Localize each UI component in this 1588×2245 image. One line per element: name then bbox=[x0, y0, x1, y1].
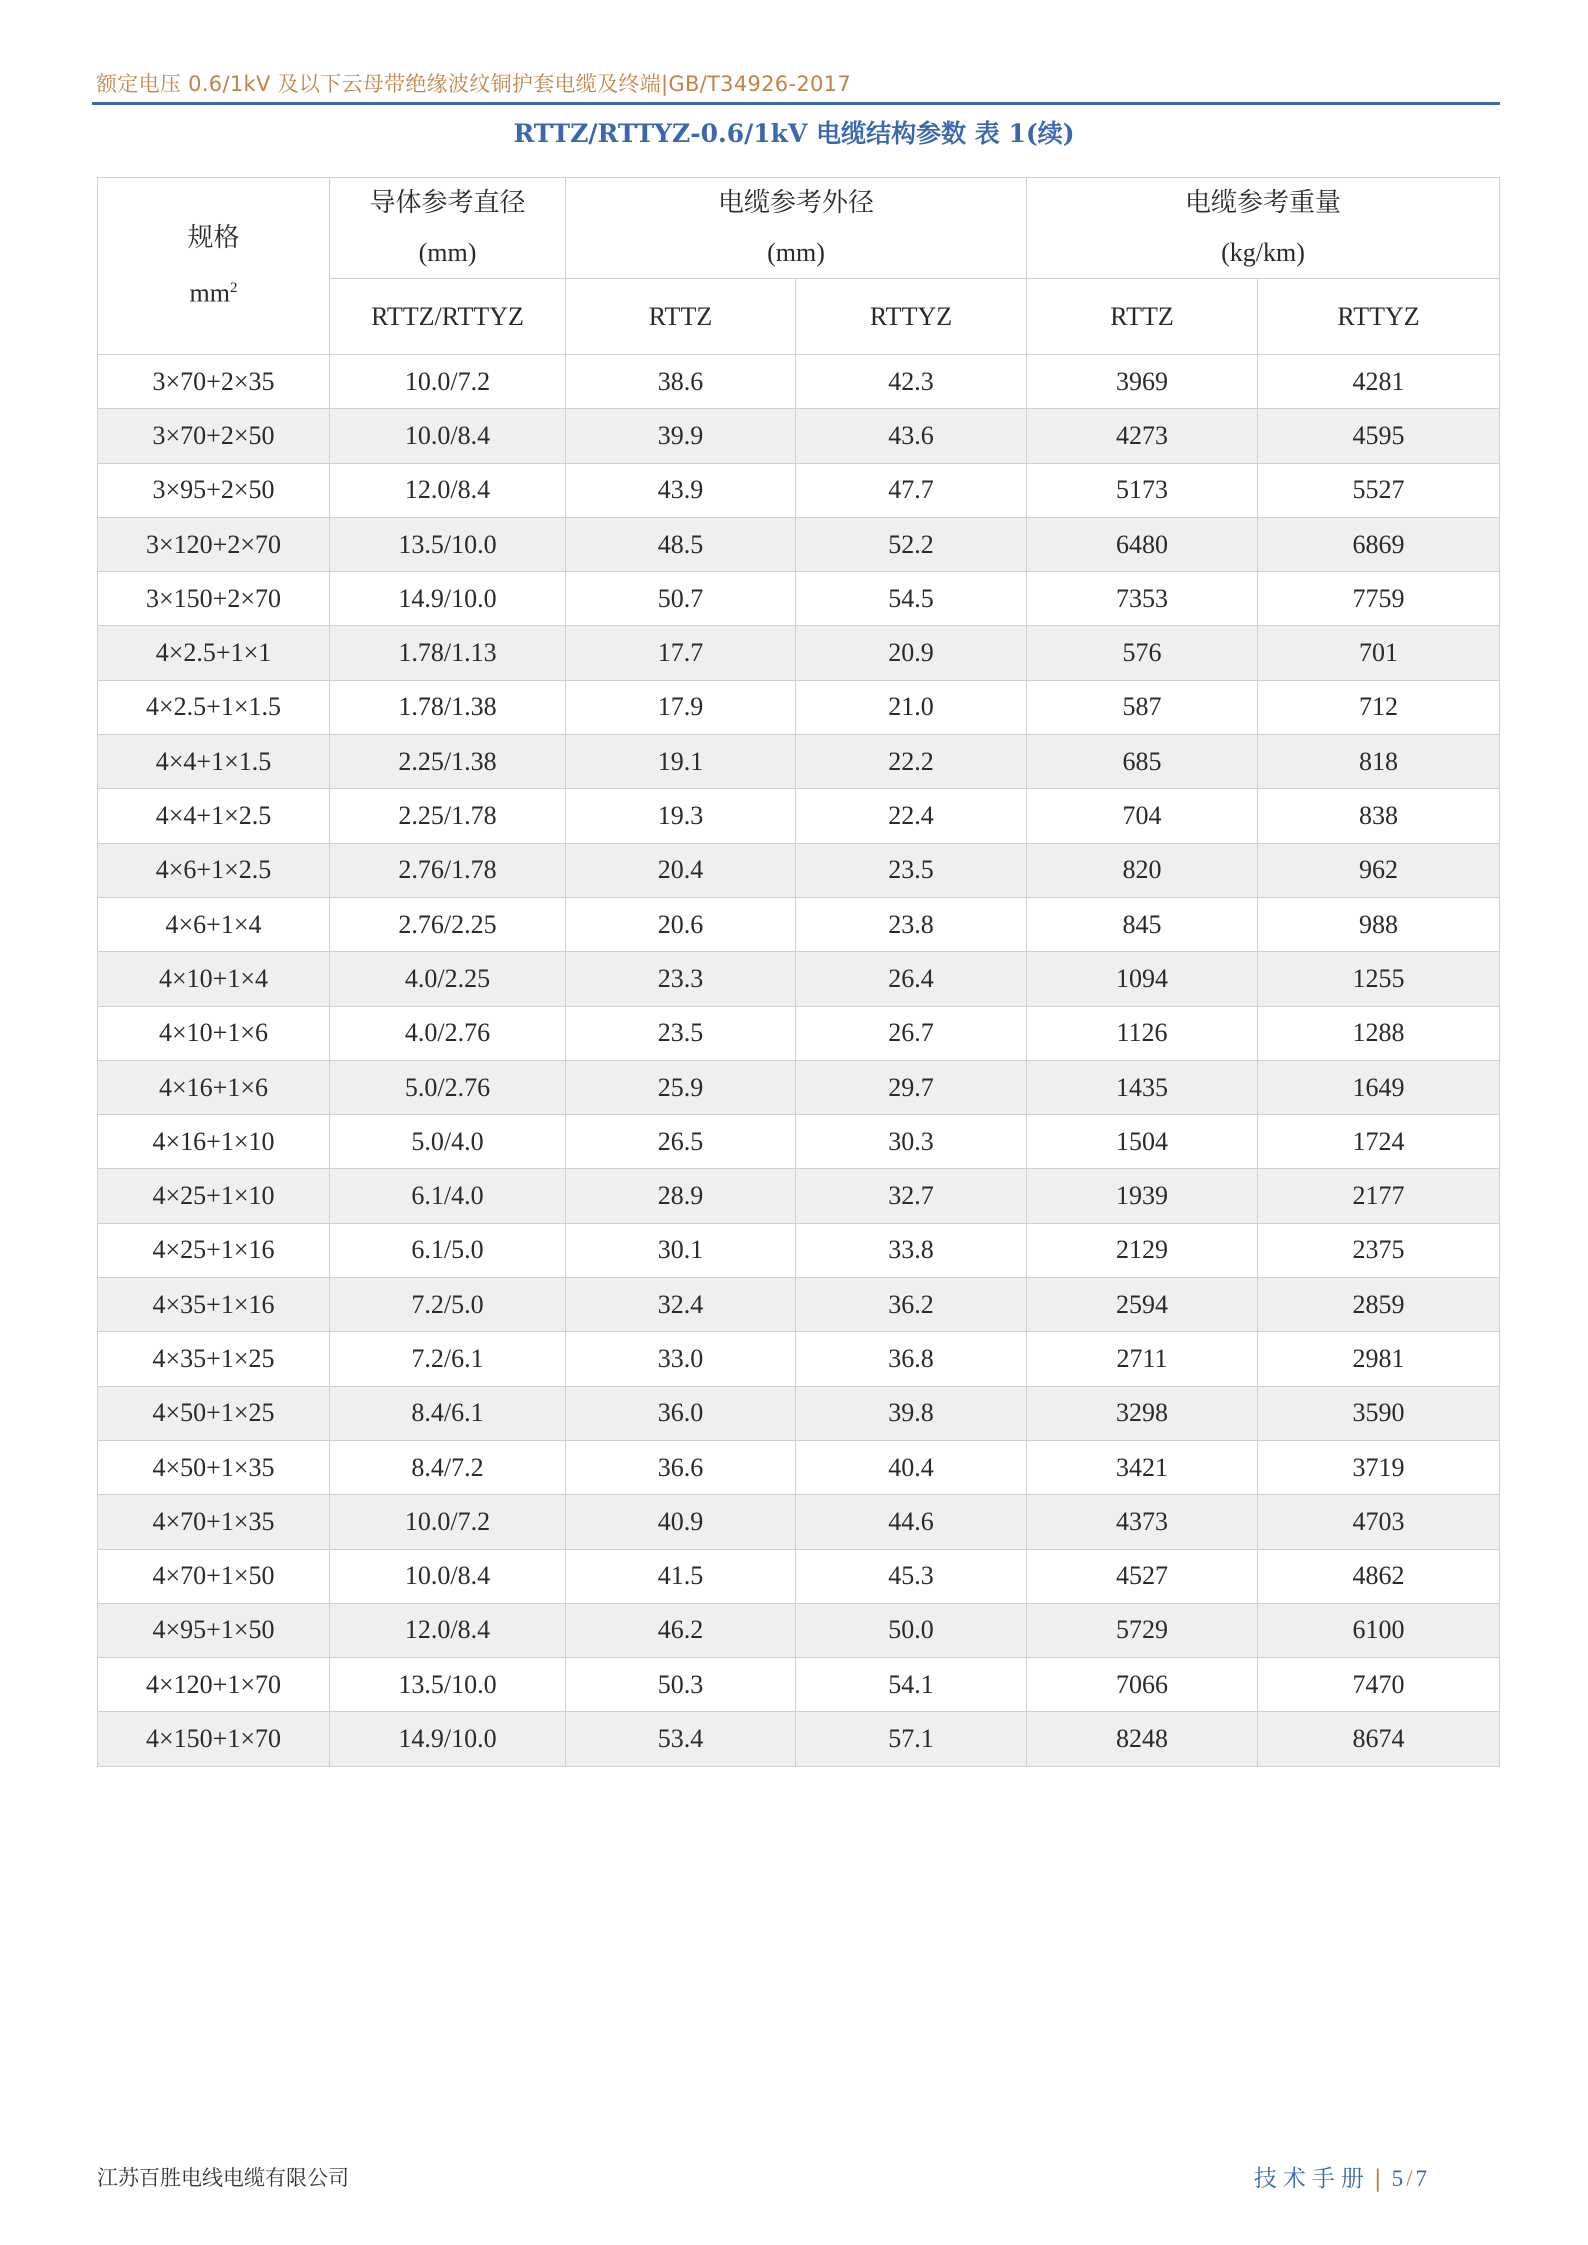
weight-rttz-subheader: RTTZ bbox=[1027, 279, 1258, 355]
cell-outer-rttz: 36.0 bbox=[566, 1386, 796, 1440]
table-row bbox=[98, 626, 1500, 680]
cell-conductor-diameter: 2.25/1.38 bbox=[330, 735, 566, 789]
header-row-top bbox=[98, 178, 1500, 279]
table-row bbox=[98, 680, 1500, 734]
cell-weight-rttyz: 6100 bbox=[1258, 1603, 1500, 1657]
table-row bbox=[98, 1278, 1500, 1332]
outer-diameter-label: 电缆参考外径 bbox=[718, 188, 875, 218]
cell-spec: 4×10+1×4 bbox=[98, 952, 330, 1006]
cell-conductor-diameter: 13.5/10.0 bbox=[330, 517, 566, 571]
cell-conductor-diameter: 10.0/8.4 bbox=[330, 409, 566, 463]
cell-outer-rttyz: 22.2 bbox=[796, 735, 1027, 789]
cell-spec: 4×50+1×25 bbox=[98, 1386, 330, 1440]
cell-weight-rttyz: 712 bbox=[1258, 680, 1500, 734]
cell-outer-rttz: 25.9 bbox=[566, 1060, 796, 1114]
cell-outer-rttyz: 43.6 bbox=[796, 409, 1027, 463]
cell-spec: 4×50+1×35 bbox=[98, 1440, 330, 1494]
cell-weight-rttz: 1094 bbox=[1027, 952, 1258, 1006]
cell-weight-rttz: 7353 bbox=[1027, 572, 1258, 626]
conductor-header bbox=[330, 178, 566, 279]
cell-outer-rttyz: 47.7 bbox=[796, 463, 1027, 517]
cell-outer-rttyz: 32.7 bbox=[796, 1169, 1027, 1223]
cell-weight-rttz: 6480 bbox=[1027, 517, 1258, 571]
cell-outer-rttyz: 33.8 bbox=[796, 1223, 1027, 1277]
cell-spec: 3×120+2×70 bbox=[98, 517, 330, 571]
cell-conductor-diameter: 7.2/5.0 bbox=[330, 1278, 566, 1332]
cell-weight-rttyz: 838 bbox=[1258, 789, 1500, 843]
cell-outer-rttyz: 36.2 bbox=[796, 1278, 1027, 1332]
cell-outer-rttz: 32.4 bbox=[566, 1278, 796, 1332]
cell-spec: 4×95+1×50 bbox=[98, 1603, 330, 1657]
cell-weight-rttz: 8248 bbox=[1027, 1712, 1258, 1766]
cell-weight-rttyz: 2177 bbox=[1258, 1169, 1500, 1223]
outer-rttyz-subheader: RTTYZ bbox=[796, 279, 1027, 355]
cell-spec: 4×35+1×16 bbox=[98, 1278, 330, 1332]
table-row bbox=[98, 1115, 1500, 1169]
cell-conductor-diameter: 7.2/6.1 bbox=[330, 1332, 566, 1386]
table-row bbox=[98, 1440, 1500, 1494]
cell-outer-rttz: 33.0 bbox=[566, 1332, 796, 1386]
cell-outer-rttyz: 39.8 bbox=[796, 1386, 1027, 1440]
footer-manual-label: 技术手册 bbox=[1253, 2166, 1370, 2192]
cell-spec: 3×70+2×50 bbox=[98, 409, 330, 463]
cell-outer-rttz: 28.9 bbox=[566, 1169, 796, 1223]
cell-conductor-diameter: 13.5/10.0 bbox=[330, 1658, 566, 1712]
outer-diameter-unit: (mm) bbox=[767, 238, 825, 267]
cell-weight-rttz: 4373 bbox=[1027, 1495, 1258, 1549]
cell-conductor-diameter: 12.0/8.4 bbox=[330, 1603, 566, 1657]
cell-weight-rttz: 685 bbox=[1027, 735, 1258, 789]
cell-outer-rttz: 20.4 bbox=[566, 843, 796, 897]
cell-weight-rttz: 845 bbox=[1027, 897, 1258, 951]
cell-conductor-diameter: 10.0/7.2 bbox=[330, 355, 566, 409]
table-row bbox=[98, 1658, 1500, 1712]
cell-weight-rttz: 2711 bbox=[1027, 1332, 1258, 1386]
cell-weight-rttyz: 818 bbox=[1258, 735, 1500, 789]
cell-spec: 3×70+2×35 bbox=[98, 355, 330, 409]
cell-weight-rttz: 1126 bbox=[1027, 1006, 1258, 1060]
table-row bbox=[98, 1223, 1500, 1277]
weight-label: 电缆参考重量 bbox=[1185, 188, 1342, 218]
table-row bbox=[98, 789, 1500, 843]
cell-weight-rttz: 3298 bbox=[1027, 1386, 1258, 1440]
table-row bbox=[98, 1169, 1500, 1223]
cell-weight-rttyz: 4595 bbox=[1258, 409, 1500, 463]
table-row bbox=[98, 355, 1500, 409]
cable-spec-table bbox=[97, 177, 1500, 1767]
cell-conductor-diameter: 6.1/4.0 bbox=[330, 1169, 566, 1223]
cell-outer-rttyz: 29.7 bbox=[796, 1060, 1027, 1114]
weight-unit: (kg/km) bbox=[1221, 238, 1305, 267]
cell-outer-rttyz: 26.7 bbox=[796, 1006, 1027, 1060]
cell-conductor-diameter: 12.0/8.4 bbox=[330, 463, 566, 517]
cell-outer-rttyz: 42.3 bbox=[796, 355, 1027, 409]
weight-rttyz-subheader: RTTYZ bbox=[1258, 279, 1500, 355]
cell-conductor-diameter: 1.78/1.38 bbox=[330, 680, 566, 734]
cell-weight-rttz: 7066 bbox=[1027, 1658, 1258, 1712]
cell-outer-rttyz: 50.0 bbox=[796, 1603, 1027, 1657]
cell-outer-rttyz: 54.1 bbox=[796, 1658, 1027, 1712]
cell-weight-rttyz: 1724 bbox=[1258, 1115, 1500, 1169]
table-title: RTTZ/RTTYZ-0.6/1kV 电缆结构参数 表 1(续) bbox=[513, 119, 1075, 148]
cell-weight-rttyz: 8674 bbox=[1258, 1712, 1500, 1766]
cell-weight-rttz: 576 bbox=[1027, 626, 1258, 680]
cell-spec: 4×2.5+1×1 bbox=[98, 626, 330, 680]
cell-weight-rttyz: 1255 bbox=[1258, 952, 1500, 1006]
table-row bbox=[98, 1006, 1500, 1060]
cell-weight-rttyz: 4862 bbox=[1258, 1549, 1500, 1603]
cell-conductor-diameter: 10.0/7.2 bbox=[330, 1495, 566, 1549]
cell-weight-rttz: 2129 bbox=[1027, 1223, 1258, 1277]
conductor-unit: (mm) bbox=[418, 238, 477, 267]
cell-outer-rttyz: 45.3 bbox=[796, 1549, 1027, 1603]
table-row bbox=[98, 897, 1500, 951]
cell-outer-rttyz: 23.8 bbox=[796, 897, 1027, 951]
cell-outer-rttyz: 54.5 bbox=[796, 572, 1027, 626]
cell-outer-rttz: 17.7 bbox=[566, 626, 796, 680]
cell-outer-rttz: 17.9 bbox=[566, 680, 796, 734]
cell-weight-rttz: 4273 bbox=[1027, 409, 1258, 463]
cell-outer-rttz: 40.9 bbox=[566, 1495, 796, 1549]
table-body bbox=[98, 355, 1500, 1767]
table-row bbox=[98, 1386, 1500, 1440]
cell-conductor-diameter: 4.0/2.25 bbox=[330, 952, 566, 1006]
cell-outer-rttz: 19.1 bbox=[566, 735, 796, 789]
table-row bbox=[98, 1060, 1500, 1114]
footer-company: 江苏百胜电线电缆有限公司 bbox=[97, 2166, 349, 2190]
conductor-subheader: RTTZ/RTTYZ bbox=[330, 279, 566, 355]
cell-outer-rttyz: 23.5 bbox=[796, 843, 1027, 897]
cell-outer-rttyz: 22.4 bbox=[796, 789, 1027, 843]
cell-outer-rttyz: 30.3 bbox=[796, 1115, 1027, 1169]
cell-weight-rttyz: 4281 bbox=[1258, 355, 1500, 409]
cell-weight-rttyz: 5527 bbox=[1258, 463, 1500, 517]
cell-weight-rttz: 5729 bbox=[1027, 1603, 1258, 1657]
cell-weight-rttz: 1504 bbox=[1027, 1115, 1258, 1169]
cell-weight-rttyz: 7759 bbox=[1258, 572, 1500, 626]
cell-weight-rttyz: 988 bbox=[1258, 897, 1500, 951]
cell-weight-rttyz: 2981 bbox=[1258, 1332, 1500, 1386]
cell-outer-rttz: 53.4 bbox=[566, 1712, 796, 1766]
cell-outer-rttz: 43.9 bbox=[566, 463, 796, 517]
table-row bbox=[98, 572, 1500, 626]
cell-spec: 4×4+1×2.5 bbox=[98, 789, 330, 843]
cell-weight-rttz: 3421 bbox=[1027, 1440, 1258, 1494]
cell-spec: 4×150+1×70 bbox=[98, 1712, 330, 1766]
table-row bbox=[98, 1712, 1500, 1766]
table-row bbox=[98, 843, 1500, 897]
cell-outer-rttz: 23.5 bbox=[566, 1006, 796, 1060]
cell-spec: 4×120+1×70 bbox=[98, 1658, 330, 1712]
cell-weight-rttz: 4527 bbox=[1027, 1549, 1258, 1603]
cell-outer-rttz: 36.6 bbox=[566, 1440, 796, 1494]
cell-outer-rttz: 48.5 bbox=[566, 517, 796, 571]
cell-outer-rttyz: 52.2 bbox=[796, 517, 1027, 571]
cell-weight-rttz: 1939 bbox=[1027, 1169, 1258, 1223]
table-row bbox=[98, 463, 1500, 517]
cell-weight-rttz: 3969 bbox=[1027, 355, 1258, 409]
cell-spec: 4×16+1×10 bbox=[98, 1115, 330, 1169]
table-row bbox=[98, 409, 1500, 463]
cell-weight-rttyz: 3590 bbox=[1258, 1386, 1500, 1440]
cell-outer-rttz: 38.6 bbox=[566, 355, 796, 409]
cell-conductor-diameter: 2.76/2.25 bbox=[330, 897, 566, 951]
cell-weight-rttyz: 3719 bbox=[1258, 1440, 1500, 1494]
cell-spec: 4×10+1×6 bbox=[98, 1006, 330, 1060]
table-row bbox=[98, 517, 1500, 571]
cell-weight-rttz: 587 bbox=[1027, 680, 1258, 734]
weight-header bbox=[1027, 178, 1500, 279]
cell-spec: 4×16+1×6 bbox=[98, 1060, 330, 1114]
table-row bbox=[98, 1549, 1500, 1603]
cell-outer-rttyz: 20.9 bbox=[796, 626, 1027, 680]
cell-weight-rttz: 820 bbox=[1027, 843, 1258, 897]
cell-weight-rttyz: 1649 bbox=[1258, 1060, 1500, 1114]
cell-weight-rttz: 1435 bbox=[1027, 1060, 1258, 1114]
cell-spec: 4×6+1×4 bbox=[98, 897, 330, 951]
conductor-label: 导体参考直径 bbox=[369, 188, 526, 218]
running-header: 额定电压 0.6/1kV 及以下云母带绝缘波纹铜护套电缆及终端|GB/T34926-2017 bbox=[96, 72, 851, 96]
cell-conductor-diameter: 4.0/2.76 bbox=[330, 1006, 566, 1060]
cell-outer-rttyz: 36.8 bbox=[796, 1332, 1027, 1386]
table-row bbox=[98, 1332, 1500, 1386]
cell-spec: 4×6+1×2.5 bbox=[98, 843, 330, 897]
cell-spec: 4×35+1×25 bbox=[98, 1332, 330, 1386]
cell-conductor-diameter: 14.9/10.0 bbox=[330, 1712, 566, 1766]
cell-outer-rttz: 26.5 bbox=[566, 1115, 796, 1169]
table-row bbox=[98, 1495, 1500, 1549]
table-row bbox=[98, 952, 1500, 1006]
cell-outer-rttz: 46.2 bbox=[566, 1603, 796, 1657]
cell-conductor-diameter: 14.9/10.0 bbox=[330, 572, 566, 626]
cell-outer-rttyz: 44.6 bbox=[796, 1495, 1027, 1549]
cell-spec: 4×25+1×10 bbox=[98, 1169, 330, 1223]
cell-outer-rttyz: 57.1 bbox=[796, 1712, 1027, 1766]
spec-header bbox=[98, 178, 330, 355]
cell-outer-rttz: 41.5 bbox=[566, 1549, 796, 1603]
cell-weight-rttyz: 2859 bbox=[1258, 1278, 1500, 1332]
outer-rttz-subheader: RTTZ bbox=[566, 279, 796, 355]
cell-weight-rttyz: 2375 bbox=[1258, 1223, 1500, 1277]
cell-spec: 3×95+2×50 bbox=[98, 463, 330, 517]
cell-weight-rttyz: 701 bbox=[1258, 626, 1500, 680]
cell-weight-rttz: 2594 bbox=[1027, 1278, 1258, 1332]
outer-diameter-header bbox=[566, 178, 1027, 279]
footer-page-info bbox=[1254, 2160, 1430, 2193]
cell-outer-rttz: 23.3 bbox=[566, 952, 796, 1006]
cell-outer-rttz: 19.3 bbox=[566, 789, 796, 843]
cell-spec: 4×70+1×50 bbox=[98, 1549, 330, 1603]
cell-weight-rttyz: 962 bbox=[1258, 843, 1500, 897]
header-rule bbox=[92, 102, 1500, 105]
table-row bbox=[98, 735, 1500, 789]
cell-conductor-diameter: 6.1/5.0 bbox=[330, 1223, 566, 1277]
cell-outer-rttz: 50.7 bbox=[566, 572, 796, 626]
cell-weight-rttz: 5173 bbox=[1027, 463, 1258, 517]
cell-conductor-diameter: 2.25/1.78 bbox=[330, 789, 566, 843]
cell-weight-rttyz: 4703 bbox=[1258, 1495, 1500, 1549]
cell-conductor-diameter: 2.76/1.78 bbox=[330, 843, 566, 897]
cell-conductor-diameter: 5.0/4.0 bbox=[330, 1115, 566, 1169]
cell-conductor-diameter: 1.78/1.13 bbox=[330, 626, 566, 680]
page-number: 5/7 bbox=[1391, 2166, 1430, 2191]
cell-conductor-diameter: 8.4/6.1 bbox=[330, 1386, 566, 1440]
cell-weight-rttyz: 1288 bbox=[1258, 1006, 1500, 1060]
cell-conductor-diameter: 5.0/2.76 bbox=[330, 1060, 566, 1114]
cell-spec: 4×25+1×16 bbox=[98, 1223, 330, 1277]
cell-weight-rttyz: 7470 bbox=[1258, 1658, 1500, 1712]
cell-spec: 4×2.5+1×1.5 bbox=[98, 680, 330, 734]
cell-outer-rttyz: 40.4 bbox=[796, 1440, 1027, 1494]
cell-outer-rttz: 50.3 bbox=[566, 1658, 796, 1712]
cell-conductor-diameter: 10.0/8.4 bbox=[330, 1549, 566, 1603]
cell-outer-rttyz: 26.4 bbox=[796, 952, 1027, 1006]
table-row bbox=[98, 1603, 1500, 1657]
cell-outer-rttz: 39.9 bbox=[566, 409, 796, 463]
footer-separator: | bbox=[1373, 2166, 1382, 2192]
cell-outer-rttz: 30.1 bbox=[566, 1223, 796, 1277]
cell-outer-rttz: 20.6 bbox=[566, 897, 796, 951]
spec-unit: $mm^2$ bbox=[189, 278, 238, 308]
cell-outer-rttyz: 21.0 bbox=[796, 680, 1027, 734]
cell-weight-rttz: 704 bbox=[1027, 789, 1258, 843]
cell-spec: 4×70+1×35 bbox=[98, 1495, 330, 1549]
spec-label: 规格 bbox=[187, 223, 240, 254]
cell-spec: 3×150+2×70 bbox=[98, 572, 330, 626]
cell-weight-rttyz: 6869 bbox=[1258, 517, 1500, 571]
cell-conductor-diameter: 8.4/7.2 bbox=[330, 1440, 566, 1494]
cell-spec: 4×4+1×1.5 bbox=[98, 735, 330, 789]
